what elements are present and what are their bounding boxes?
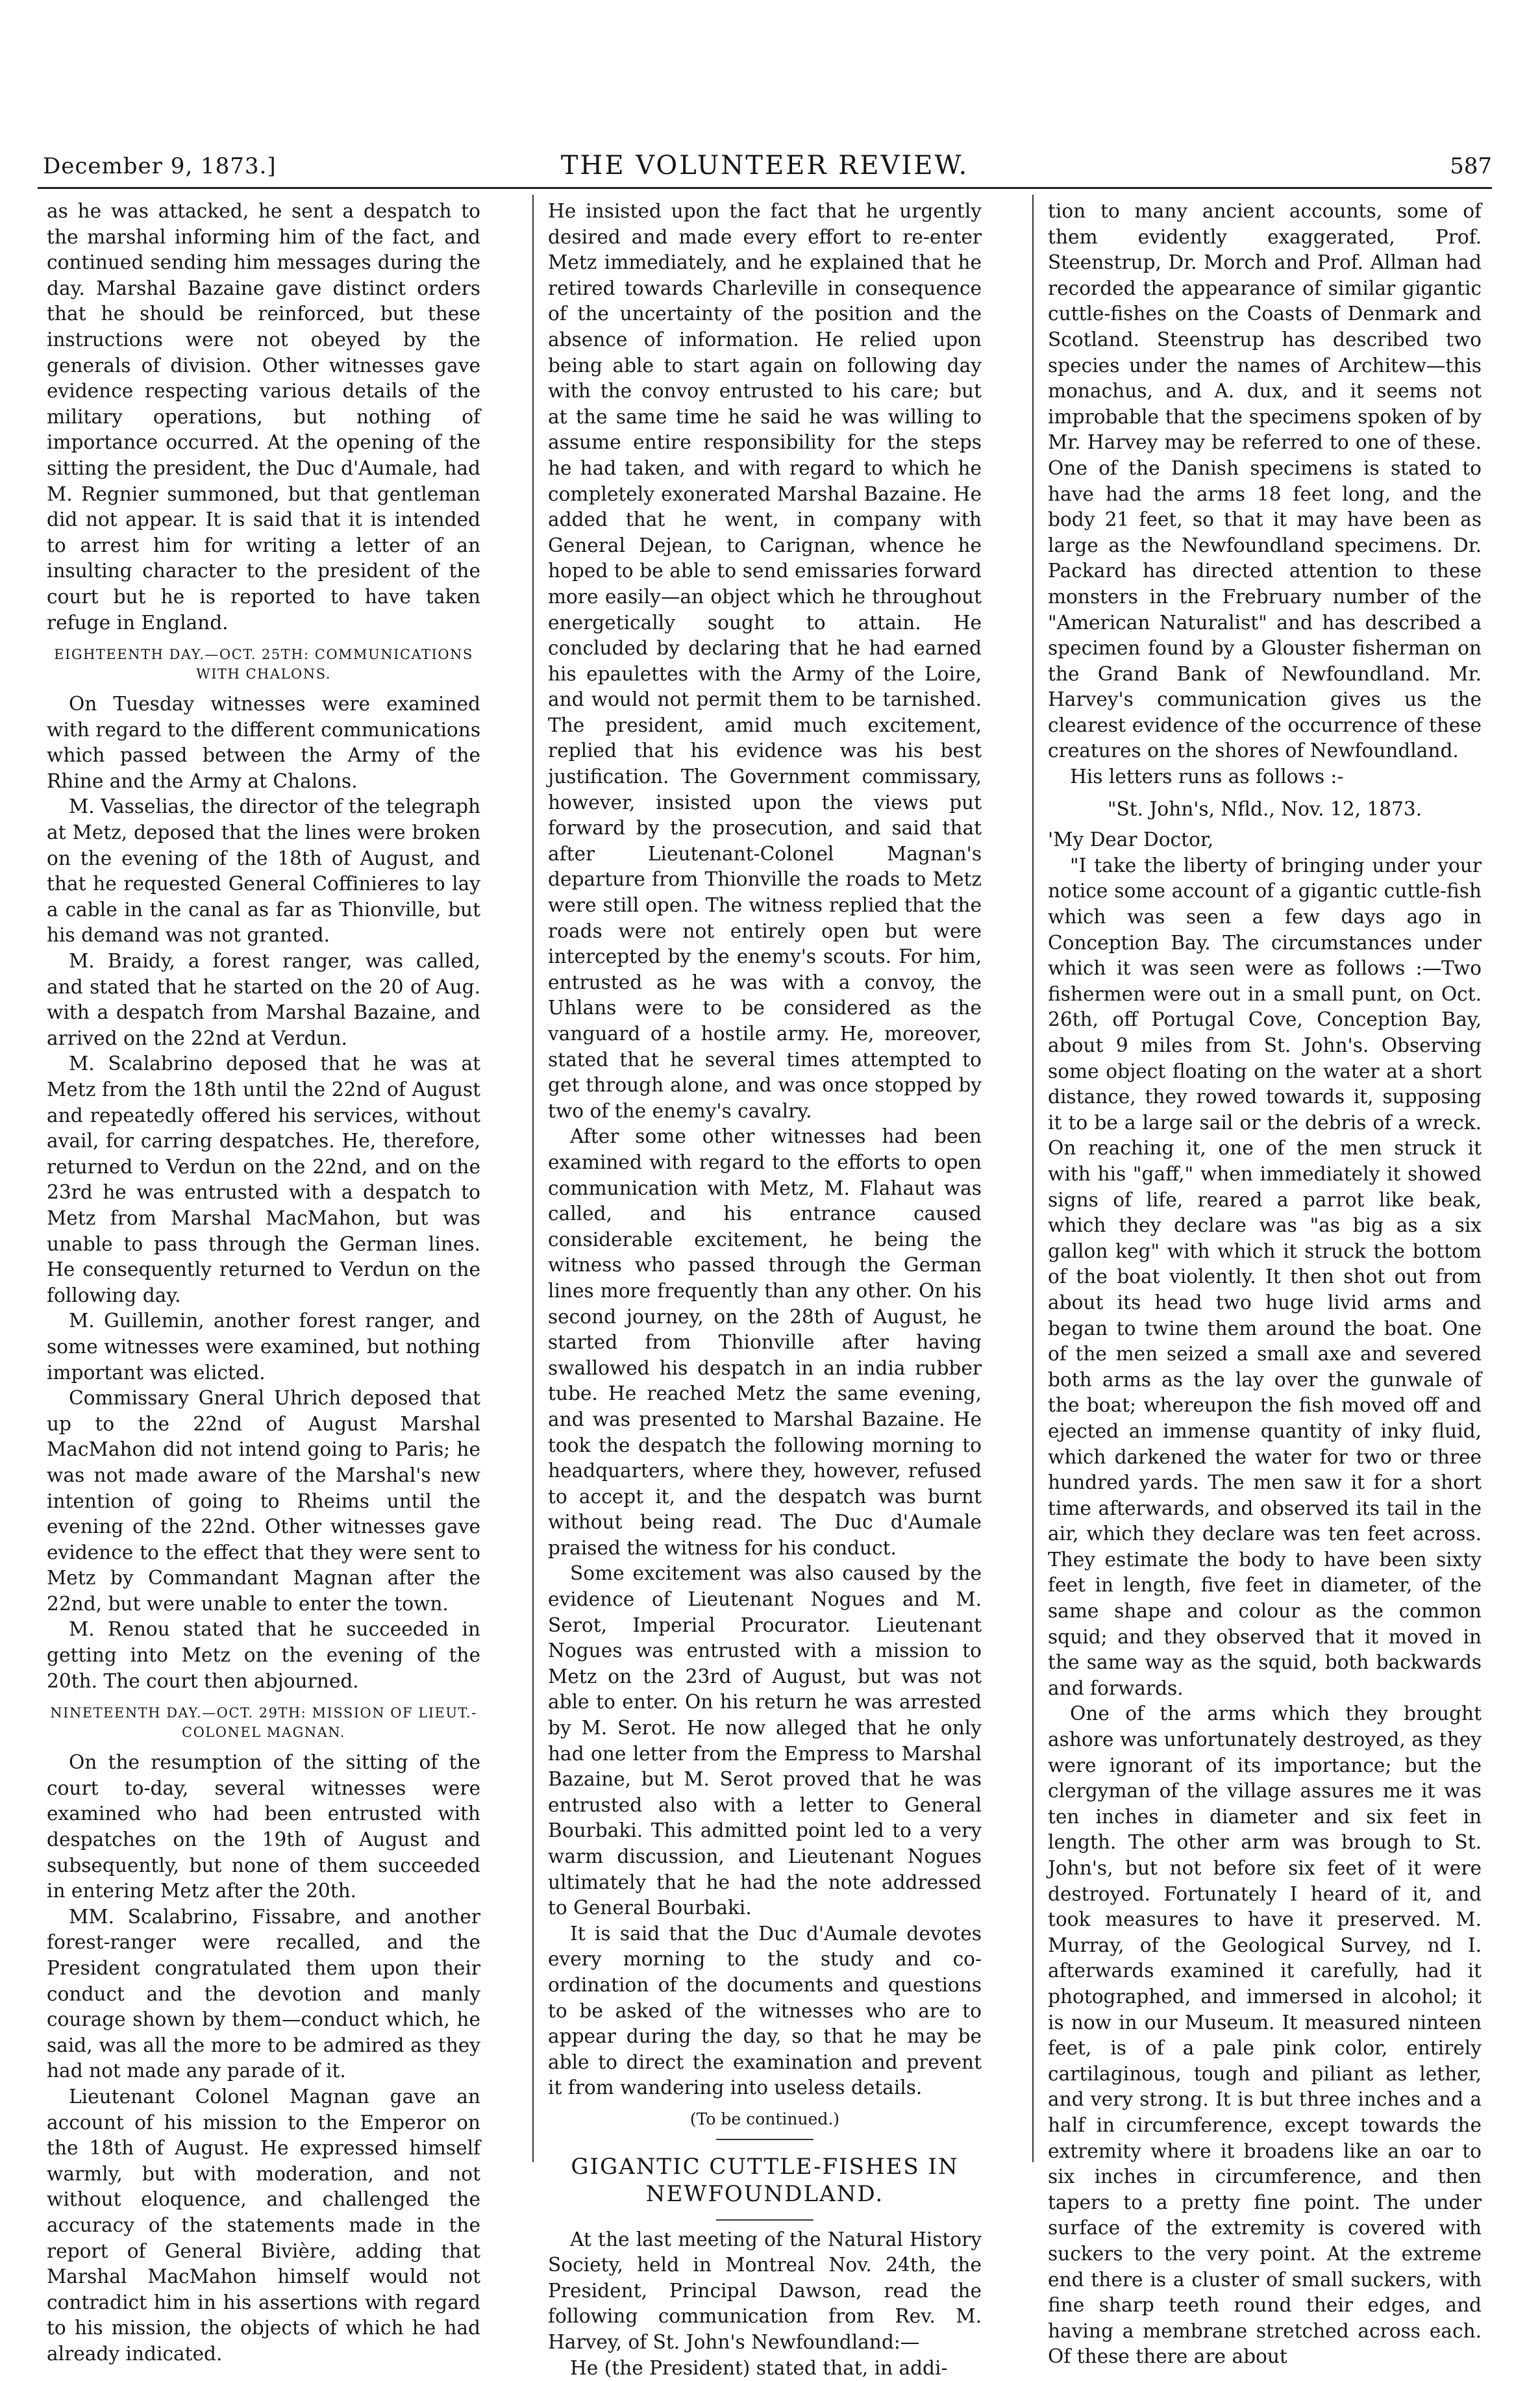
paragraph: After some other witnesses had been examined with regard to the efforts to open communication with Metz, M. Flahaut was called, and his entrance caused considerable excitement, he being the witness who passed through the German lines more frequently than any other. On his second journey, on the 28th of August, he started from Thionville after having swallowed his despatch in an india rubber tube. He reached Metz the same evening, and was presented to Marshal Bazaine. He took the despatch the following morning to headquarters, where they, however, refused to accept it, and the despatch was burnt without being read. The Duc d'Aumale praised the witness for his conduct. xyxy=(548,1124,982,1561)
section-subheading: EIGHTEENTH DAY.—OCT. 25TH: COMMUNICATIONS WITH CHALONS. xyxy=(47,645,480,684)
paragraph: He (the President) stated that, in addi- xyxy=(548,2356,982,2381)
paragraph: M. Renou stated that he succeeded in getting into Metz on the evening of the 20th. The court then abjourned. xyxy=(47,1617,480,1694)
section-rule xyxy=(716,2139,813,2140)
paragraph: as he was attacked, he sent a despatch to the marshal informing him of the fact, and continued sending him messages during the day. Marshal Bazaine gave distinct orders that he should be reinforced, but these instructions were not obeyed by the generals of division. Other witnesses gave evidence respecting various details of the military operations, but nothing of importance occurred. At the opening of the sitting the president, the Duc d'Aumale, had M. Regnier summoned, but that gentleman did not appear. It is said that it is intended to arrest him for writing a letter of an insulting character to the president of the court but he is reported to have taken refuge in England. xyxy=(47,199,480,636)
letter-salutation: 'My Dear Doctor, xyxy=(1048,827,1482,853)
paragraph: It is said that the Duc d'Aumale devotes every morning to the study and co-ordination of the documents and questions to be asked of the witnesses who are to appear during the day, so that he may be able to direct the examination and prevent it from wandering into useless details. xyxy=(548,1921,982,2101)
paragraph: M. Guillemin, another forest ranger, and some witnesses were examined, but nothing important was elicted. xyxy=(47,1308,480,1386)
page-number: 587 xyxy=(1450,153,1492,179)
continued-note: (To be continued.) xyxy=(548,2106,982,2132)
paragraph: Lieutenant Colonel Magnan gave an account of his mission to the Emperor on the 18th of August. He expressed himself warmly, but with moderation, and not without eloquence, and challenged the accuracy of the statements made in the report of General Bivière, adding that Marshal MacMahon himself would not contradict him in his assertions with regard to his mission, the objects of which he had already indicated. xyxy=(47,2084,480,2367)
paragraph: Commissary Gneral Uhrich deposed that up to the 22nd of August Marshal MacMahon did not intend going to Paris; he was not made aware of the Marshal's new intention of going to Rheims until the evening of the 22nd. Other witnesses gave evidence to the effect that they were sent to Metz by Commandant Magnan after the 22nd, but were unable to enter the town. xyxy=(47,1386,480,1617)
column-2 xyxy=(548,199,982,2160)
paragraph: At the last meeting of the Natural History Society, held in Montreal Nov. 24th, the President, Principal Dawson, read the following communication from Rev. M. Harvey, of St. John's Newfoundland:— xyxy=(548,2227,982,2356)
paragraph: tion to many ancient accounts, some of them evidently exaggerated, Prof. Steenstrup, Dr. Morch and Prof. Allman had recorded the appearance of similar gigantic cuttle-fishes on the Coasts of Denmark and Scotland. Steenstrup has described two species under the names of Architew—this monachus, and A. dux, and it seems not improbable that the specimens spoken of by Mr. Harvey may be referred to one of these. One of the Danish specimens is stated to have had the arms 18 feet long, and the body 21 feet, so that it may have been as large as the Newfoundland specimens. Dr. Packard has directed attention to these monsters in the Frebruary number of the "American Naturalist" and has described a specimen found by a Glouster fisherman on the Grand Bank of Newfoundland. Mr. Harvey's communication gives us the clearest evidence of the occurrence of these creatures on the shores of Newfoundland. xyxy=(1048,199,1482,764)
section-subheading: NINETEENTH DAY.—OCT. 29TH: MISSION OF LIEUT.-COLONEL MAGNAN. xyxy=(47,1703,480,1742)
paragraph: His letters runs as follows :- xyxy=(1048,764,1482,790)
issue-date: December 9, 1873.] xyxy=(43,153,277,179)
paragraph: M. Vasselias, the director of the telegraph at Metz, deposed that the lines were broken on the evening of the 18th of August, and that he requested General Coffinieres to lay a cable in the canal as far as Thionville, but his demand was not granted. xyxy=(47,794,480,949)
page-header xyxy=(38,144,1492,190)
paragraph: He insisted upon the fact that he urgently desired and made every effort to re-enter Metz immediately, and he explained that he retired towards Charleville in consequence of the uncertainty of the position and the absence of information. He relied upon being able to start again on following day with the convoy entrusted to his care; but at the same time he said he was willing to assume entire responsibility for the steps he had taken, and with regard to which he completely exonerated Marshal Bazaine. He added that he went, in company with General Dejean, to Carignan, whence he hoped to be able to send emissaries forward more easily—an object which he throughout energetically sought to attain. He concluded by declaring that he had earned his epaulettes with the Army of the Loire, and would not permit them to be tarnished. The president, amid much excitement, replied that his evidence was his best justification. The Government commissary, however, insisted upon the views put forward by the prosecution, and said that after Lieutenant-Colonel Magnan's departure from Thionville the roads to Metz were still open. The witness replied that the roads were not entirely open but were intercepted by the enemy's scouts. For him, entrusted as he was with a convoy, the Uhlans were to be considered as the vanguard of a hostile army. He, moreover, stated that he several times attempted to get through alone, and was once stopped by two of the enemy's cavalry. xyxy=(548,199,982,1124)
publication-title: THE VOLUNTEER REVIEW. xyxy=(38,151,1492,181)
column-3 xyxy=(1048,199,1482,2160)
column-1 xyxy=(47,199,480,2160)
paragraph: M. Scalabrino deposed that he was at Metz from the 18th until the 22nd of August and repeatedly offered his services, without avail, for carring despatches. He, therefore, returned to Verdun on the 22nd, and on the 23rd he was entrusted with a despatch to Metz from Marshal MacMahon, but was unable to pass through the German lines. He consequently returned to Verdun on the following day. xyxy=(47,1051,480,1308)
paragraph: M. Braidy, a forest ranger, was called, and stated that he started on the 20 of Aug. with a despatch from Marshal Bazaine, and arrived on the 22nd at Verdun. xyxy=(47,949,480,1051)
paragraph: On the resumption of the sitting of the court to-day, several witnesses were examined who had been entrusted with despatches on the 19th of August and subsequently, but none of them succeeded in entering Metz after the 20th. xyxy=(47,1750,480,1904)
paragraph: On Tuesday witnesses were examined with regard to the different communications which passed between the Army of the Rhine and the Army at Chalons. xyxy=(47,692,480,794)
paragraph: Some excitement was also caused by the evidence of Lieutenant Nogues and M. Serot, Imperial Procurator. Lieutenant Nogues was entrusted with a mission to Metz on the 23rd of August, but was not able to enter. On his return he was arrested by M. Serot. He now alleged that he only had one letter from the Empress to Marshal Bazaine, but M. Serot proved that he was entrusted also with a letter to General Bourbaki. This admitted point led to a very warm discussion, and Lieutenant Nogues ultimately that he had the note addressed to General Bourbaki. xyxy=(548,1561,982,1921)
paragraph: "I take the liberty of bringing under your notice some account of a gigantic cuttle-fish which was seen a few days ago in Conception Bay. The circumstances under which it was seen were as follows :—Two fishermen were out in a small punt, on Oct. 26th, off Portugal Cove, Conception Bay, about 9 miles from St. John's. Observing some object floating on the water at a short distance, they rowed towards it, supposing it to be a large sail or the debris of a wreck. On reaching it, one of the men struck it with his "gaff," when immediately it showed signs of life, reared a parrot like beak, which they declare was "as big as a six gallon keg" with which it struck the bottom of the boat violently. It then shot out from about its head two huge livid arms and began to twine them around the boat. One of the men seized a small axe and severed both arms as the lay over the gunwale of the boat; whereupon the fish moved off and ejected an immense quantity of inky fluid, which darkened the water for two or three hundred yards. The men saw it for a short time afterwards, and observed its tail in the air, which they declare was ten feet across. They estimate the body to have been sixty feet in length, five feet in diameter, of the same shape and colour as the common squid; and they observed that it moved in the same way as the squid, both backwards and forwards. xyxy=(1048,853,1482,1702)
paragraph: One of the arms which they brought ashore was unfortunately destroyed, as they were ignorant of its importance; but the clergyman of the village assures me it was ten inches in diameter and six feet in length. The other arm was brough to St. John's, but not before six feet of it were destroyed. Fortunately I heard of it, and took measures to have it preserved. M. Murray, of the Geological Survey, nd I. afterwards examined it carefully, had it photographed, and immersed in alcohol; it is now in our Museum. It measured ninteen feet, is of a pale pink color, entirely cartilaginous, tough and piliant as lether, and very strong. It is but three inches and a half in circumference, except towards the extremity where it broadens like an oar to six inches in circumference, and then tapers to a pretty fine point. The under surface of the extremity is covered with suckers to the very point. At the extreme end there is a cluster of small suckers, with fine sharp teeth round their edges, and having a membrane stretched across each. Of these there are about xyxy=(1048,1701,1482,2369)
column-divider xyxy=(1032,195,1034,2162)
letter-dateline: "St. John's, Nfld., Nov. 12, 1873. xyxy=(1048,797,1482,823)
column-divider xyxy=(532,195,534,2162)
header-rule xyxy=(38,187,1492,189)
article-headline: GIGANTIC CUTTLE-FISHES IN NEWFOUNDLAND. xyxy=(548,2153,982,2208)
paragraph: MM. Scalabrino, Fissabre, and another forest-ranger were recalled, and the President congratulated them upon their conduct and the devotion and manly courage shown by them—conduct which, he said, was all the more to be admired as they had not made any parade of it. xyxy=(47,1904,480,2084)
section-rule xyxy=(716,2219,813,2221)
